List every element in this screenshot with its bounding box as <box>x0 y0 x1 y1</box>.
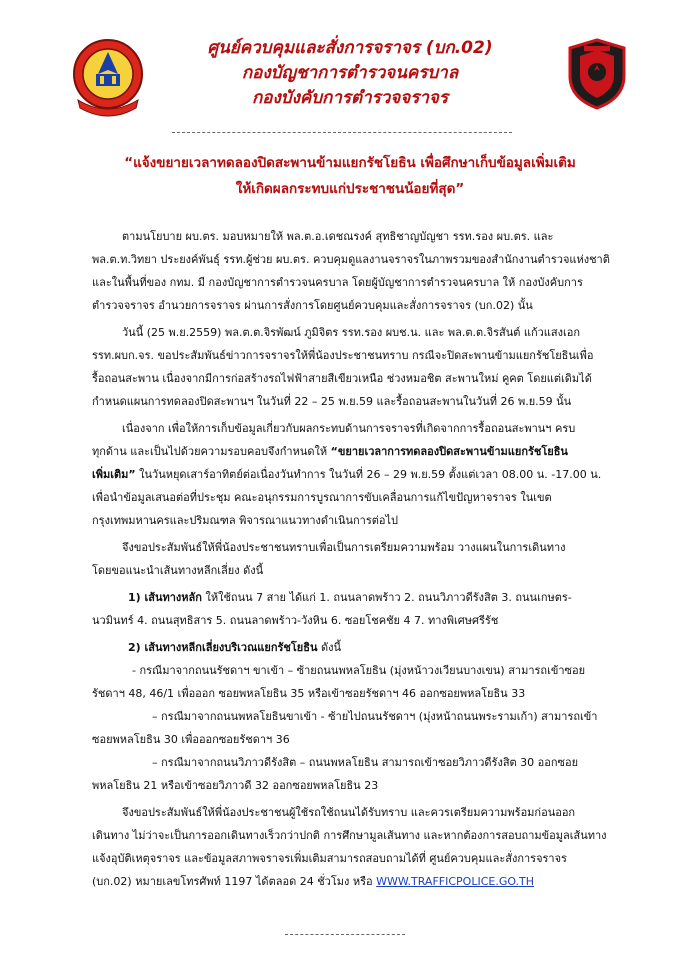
text-line <box>92 870 632 893</box>
text-segment: (บก.02) หมายเลขโทรศัพท์ 1197 ได้ตลอด 24 ชั่วโมง หรือ <box>92 875 377 888</box>
text-line: พหลโยธิน 21 หรือเข้าซอยวิภาวดี 32 ออกซอยพหลโยธิน 23 <box>92 779 379 792</box>
text-segment: ดังนี้ <box>317 641 341 654</box>
header-line-2: กองบัญชาการตำรวจนครบาล <box>241 63 459 83</box>
paragraph-today <box>92 321 632 413</box>
route-main-label: 1) เส้นทางหลัก <box>128 591 202 604</box>
document-header <box>0 0 684 120</box>
paragraph-closing <box>92 801 632 893</box>
text-line: ตามนโยบาย ผบ.ตร. มอบหมายให้ พล.ต.อ.เดชณรงค์ สุทธิชาญบัญชา รรท.รอง ผบ.ตร. และ <box>122 230 554 243</box>
header-line-3: กองบังคับการตำรวจจราจร <box>252 88 448 108</box>
text-line <box>92 636 632 659</box>
text-line <box>92 463 632 486</box>
text-line: นวมินทร์ 4. ถนนสุทธิสาร 5. ถนนลาดพร้าว-วังหิน 6. ซอยโชคชัย 4 7. ทางพิเศษศรีรัช <box>92 614 499 627</box>
highlight-text: เพิ่มเติม” <box>92 468 136 481</box>
text-line: จึงขอประสัมพันธ์ให้พี่น้องประชาชนทราบเพื่อเป็นการเตรียมความพร้อม วางแผนในการเดินทาง <box>122 541 566 554</box>
website-link[interactable]: WWW.TRAFFICPOLICE.GO.TH <box>376 875 535 888</box>
text-line: - กรณีมาจากถนนรัชดาฯ ขาเข้า – ซ้ายถนนพหลโยธิน (มุ่งหน้าวงเวียนบางเขน) สามารถเข้าซอย <box>132 664 586 677</box>
text-line: กรุงเทพมหานครและปริมณฑล พิจารณาแนวทางดำเนินการต่อไป <box>92 514 398 527</box>
text-segment: ทุกด้าน และเป็นไปด้วยความรอบคอบจึงกำหนดให้ <box>92 445 331 458</box>
text-line: วันนี้ (25 พ.ย.2559) พล.ต.ต.จิรพัฒน์ ภูมิจิตร รรท.รอง ผบช.น. และ พล.ต.ต.จิรสันต์ แก้วแสงเอก <box>122 326 580 339</box>
text-line: เพื่อนำข้อมูลเสนอต่อที่ประชุม คณะอนุกรรมการบูรณาการขับเคลื่อนการแก้ไขปัญหาจราจร ในเขต <box>92 491 552 504</box>
text-line: – กรณีมาจากถนนพหลโยธินขาเข้า - ซ้ายไปถนนรัชดาฯ (มุ่งหน้าถนนพระรามเก้า) สามารถเข้า <box>152 710 598 723</box>
route-main <box>92 586 632 632</box>
text-line: กำหนดแผนการทดลองปิดสะพานฯ ในวันที่ 22 – 25 พ.ย.59 และรื้อถอนสะพานในวันที่ 26 พ.ย.59 นั้น <box>92 395 572 408</box>
route-avoid <box>92 636 632 797</box>
text-line <box>92 440 632 463</box>
footer-divider <box>285 934 405 935</box>
text-line: – กรณีมาจากถนนวิภาวดีรังสิต – ถนนพหลโยธิน สามารถเข้าซอยวิภาวดีรังสิต 30 ออกซอย <box>152 756 579 769</box>
paragraph-advice <box>92 536 632 582</box>
paragraph-policy <box>92 225 632 317</box>
text-line: พล.ต.ท.วิทยา ประยงค์พันธุ์ รรท.ผู้ช่วย ผบ.ตร. ควบคุมดูแลงานจราจรในภาพรวมของสำนักงานตำรวจแห่งชาติ <box>92 253 610 266</box>
text-line: แจ้งอุบัติเหตุจราจร และข้อมูลสภาพจราจรเพิ่มเติมสามารถสอบถามได้ที่ ศูนย์ควบคุมและสั่งการจราจร <box>92 852 567 865</box>
paragraph-extension <box>92 417 632 532</box>
announcement-body <box>92 225 632 897</box>
text-line: โดยขอแนะนำเส้นทางหลีกเลี่ยง ดังนี้ <box>92 564 264 577</box>
route-avoid-label: 2) เส้นทางหลีกเลี่ยงบริเวณแยกรัชโยธิน <box>128 641 318 654</box>
text-line: จึงขอประสัมพันธ์ให้พี่น้องประชาชนผู้ใช้รถใช้ถนนได้รับทราบ และควรเตรียมความพร้อมก่อนออก <box>122 806 576 819</box>
text-line: เนื่องจาก เพื่อให้การเก็บข้อมูลเกี่ยวกับผลกระทบด้านการจราจรที่เกิดจากการรื้อถอนสะพานฯ ครบ <box>122 422 576 435</box>
header-divider <box>172 132 512 133</box>
text-segment: ในวันหยุดเสาร์อาทิตย์ต่อเนื่องวันทำการ ในวันที่ 26 – 29 พ.ย.59 ตั้งแต่เวลา 08.00 น. -17.00 น. <box>135 468 602 481</box>
text-line: รัชดาฯ 48, 46/1 เพื่อออก ซอยพหลโยธิน 35 หรือเข้าซอยรัชดาฯ 46 ออกซอยพหลโยธิน 33 <box>92 687 526 700</box>
text-line: ตำรวจจราจร อำนวยการจราจร ผ่านการสั่งการโดยศูนย์ควบคุมและสั่งการจราจร (บก.02) นั้น <box>92 299 533 312</box>
title-line-1: “แจ้งขยายเวลาทดลองปิดสะพานข้ามแยกรัชโยธิน เพื่อศึกษาเก็บข้อมูลเพิ่มเติม <box>124 155 576 171</box>
header-line-1: ศูนย์ควบคุมและสั่งการจราจร (บก.02) <box>207 38 493 58</box>
text-line <box>92 586 632 609</box>
title-line-2: ให้เกิดผลกระทบแก่ประชาชนน้อยที่สุด” <box>235 181 465 197</box>
police-shield-badge-icon <box>566 38 628 110</box>
text-segment: ให้ใช้ถนน 7 สาย ได้แก่ 1. ถนนลาดพร้าว 2. ถนนวิภาวดีรังสิต 3. ถนนเกษตร- <box>201 591 572 604</box>
text-line: รรท.ผบก.จร. ขอประสัมพันธ์ข่าวการจราจรให้พี่น้องประชาชนทราบ กรณีจะปิดสะพานข้ามแยกรัชโยธินเพื่อ <box>92 349 594 362</box>
announcement-title <box>70 150 630 202</box>
text-line: รื้อถอนสะพาน เนื่องจากมีการก่อสร้างรถไฟฟ้าสายสีเขียวเหนือ ช่วงหมอชิต สะพานใหม่ คูคต โดยแต่เดิมได้ <box>92 372 592 385</box>
text-line: และในพื้นที่ของ กทม. มี กองบัญชาการตำรวจนครบาล โดยผู้บัญชาการตำรวจนครบาล ให้ กองบังคับการ <box>92 276 583 289</box>
traffic-police-emblem-icon <box>70 36 146 120</box>
text-line: เดินทาง ไม่ว่าจะเป็นการออกเดินทางเร็วกว่าปกติ การศึกษามูลเส้นทาง และหากต้องการสอบถามข้อมูลเส้นทาง <box>92 829 607 842</box>
text-line: ซอยพหลโยธิน 30 เพื่อออกซอยรัชดาฯ 36 <box>92 733 290 746</box>
highlight-text: “ขยายเวลาการทดลองปิดสะพานข้ามแยกรัชโยธิน <box>330 445 568 458</box>
header-title-block <box>150 36 550 111</box>
